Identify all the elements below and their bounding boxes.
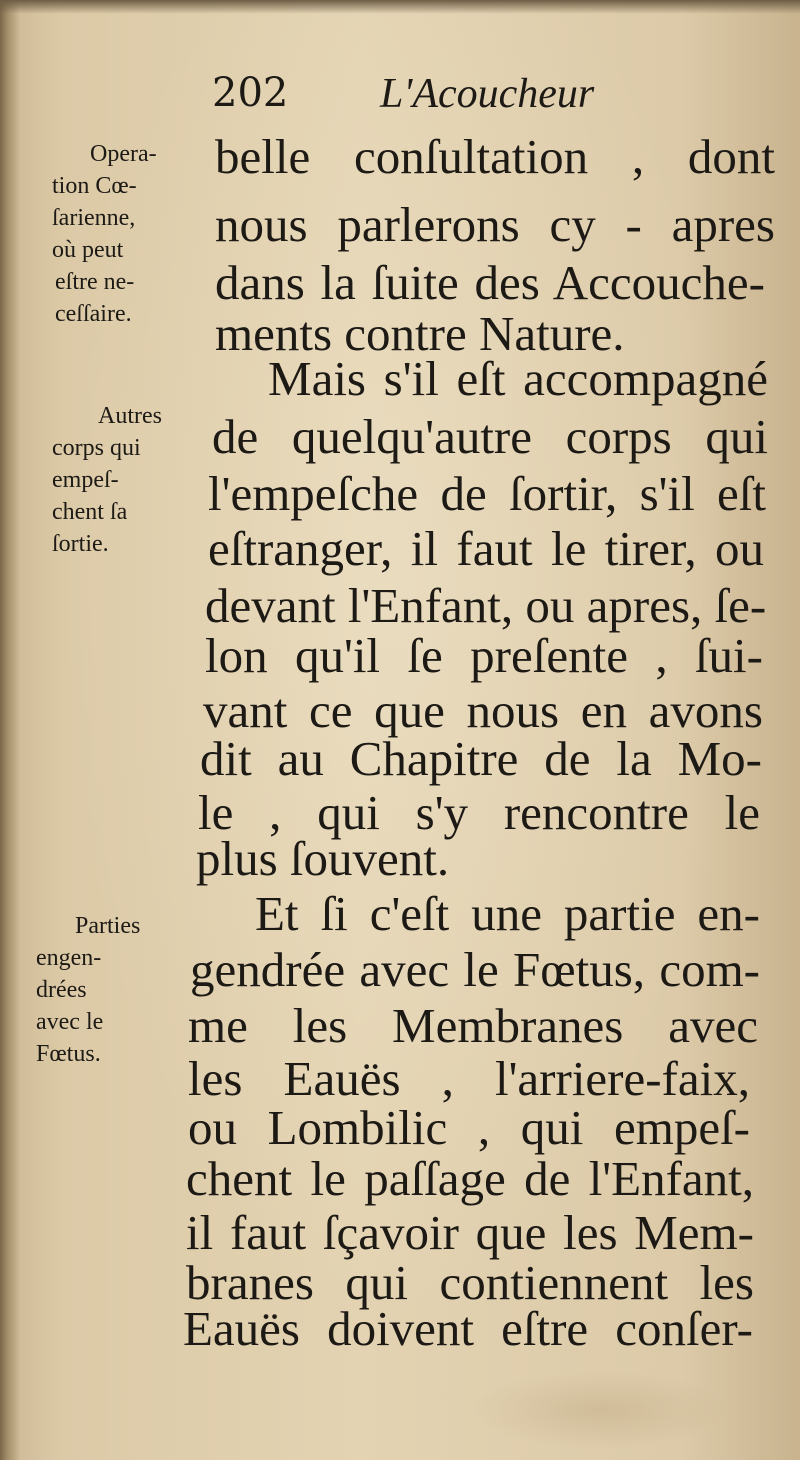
margin-line: Opera-	[90, 141, 157, 167]
body-line: dans la ſuite des Accouche-	[215, 255, 765, 310]
body-line: eſtranger, il faut le tirer, ou	[208, 521, 764, 576]
body-line: Mais s'il eſt accompagné	[268, 351, 768, 406]
margin-line: avec le	[36, 1009, 104, 1035]
body-line: ments contre Nature.	[215, 306, 625, 361]
body-line: les Eauës , l'arriere-faix,	[188, 1051, 750, 1106]
body-line: l'empeſche de ſortir, s'il eſt	[208, 466, 766, 521]
margin-line: chent ſa	[52, 499, 128, 525]
margin-line: Parties	[75, 913, 141, 939]
margin-line: corps qui	[52, 435, 141, 461]
body-line: dit au Chapitre de la Mo-	[200, 731, 762, 786]
body-line: de quelqu'autre corps qui	[212, 409, 768, 464]
margin-line: Fœtus.	[36, 1041, 101, 1067]
body-line: Et ſi c'eſt une partie en-	[255, 886, 760, 941]
running-title: L'Acoucheur	[380, 71, 595, 117]
body-line: branes qui contiennent les	[186, 1255, 754, 1310]
margin-line: où peut	[52, 237, 124, 263]
margin-line: ceſſaire.	[55, 301, 132, 327]
margin-line: eſtre ne-	[55, 269, 135, 295]
margin-line: Autres	[98, 403, 162, 429]
margin-line: ſarienne,	[52, 205, 136, 231]
body-line: me les Membranes avec	[188, 998, 758, 1053]
body-line: devant l'Enfant, ou apres, ſe-	[205, 578, 767, 633]
body-line: nous parlerons cy - apres	[215, 197, 775, 252]
page-number: 202	[212, 70, 289, 116]
margin-line: empeſ-	[52, 467, 119, 493]
body-line: Eauës doivent eſtre conſer-	[183, 1301, 753, 1356]
margin-line: tion Cœ-	[52, 173, 137, 199]
body-line: plus ſouvent.	[196, 831, 450, 886]
paper-stain	[470, 1370, 730, 1450]
body-line: belle conſultation , dont	[215, 129, 775, 184]
page-binding-shadow	[0, 0, 20, 1460]
body-line: le , qui s'y rencontre le	[198, 785, 760, 840]
page-top-shadow	[0, 0, 800, 14]
body-line: lon qu'il ſe preſente , ſui-	[205, 628, 763, 683]
margin-line: drées	[36, 977, 87, 1003]
body-line: gendrée avec le Fœtus, com-	[190, 942, 760, 997]
body-line: vant ce que nous en avons	[203, 683, 763, 738]
body-line: chent le paſſage de l'Enfant,	[186, 1151, 754, 1206]
margin-line: engen-	[36, 945, 102, 971]
body-line: ou Lombilic , qui empeſ-	[188, 1100, 750, 1155]
margin-line: ſortie.	[52, 531, 109, 557]
body-line: il faut ſçavoir que les Mem-	[186, 1205, 754, 1260]
